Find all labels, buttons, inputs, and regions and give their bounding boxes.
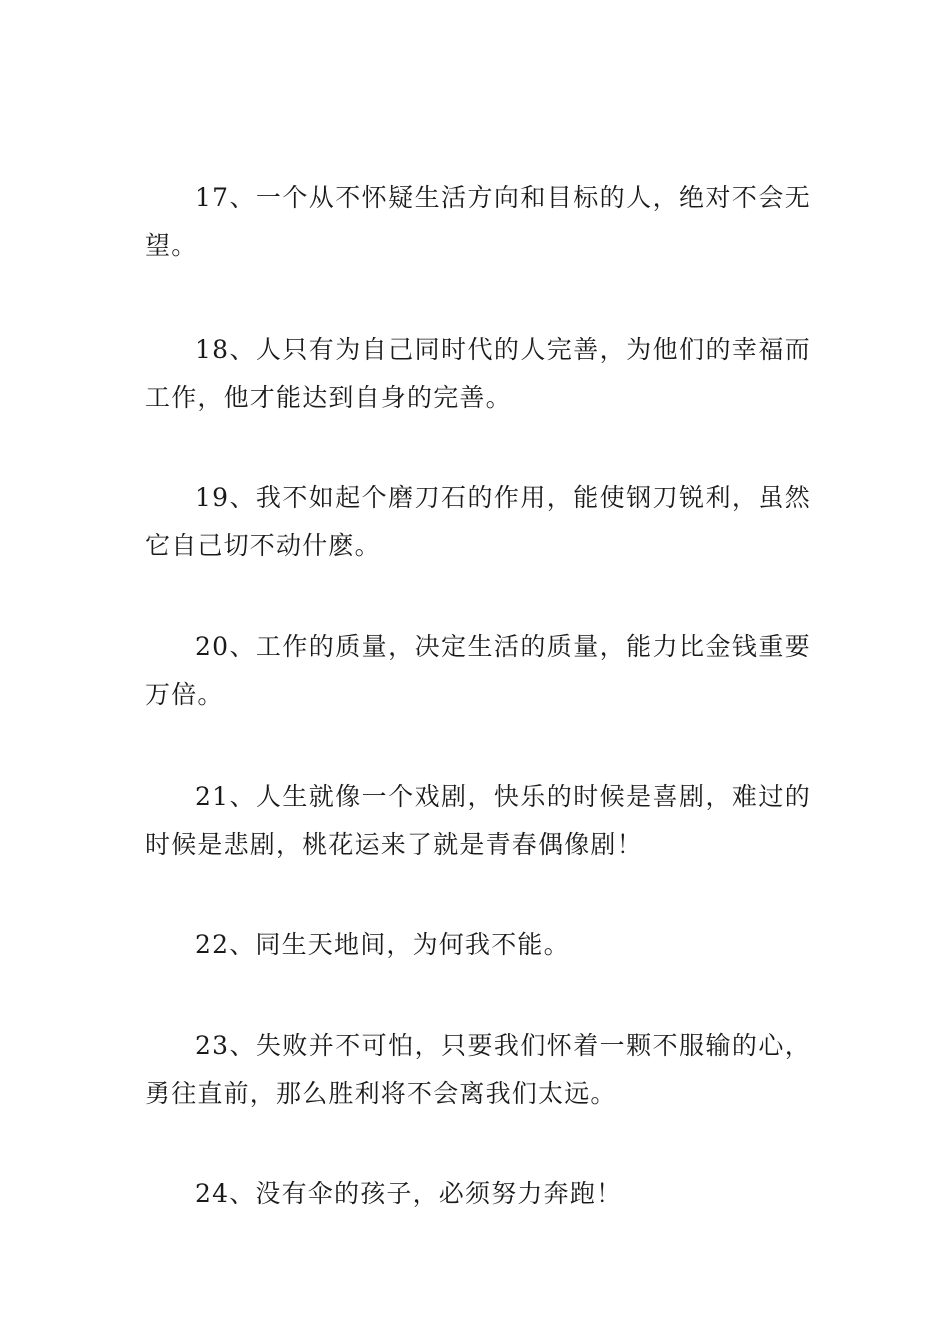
quote-23: 23、失败并不可怕，只要我们怀着一颗不服输的心，勇往直前，那么胜利将不会离我们太远。 [145,1031,811,1108]
quote-20: 20、工作的质量，决定生活的质量，能力比金钱重要万倍。 [145,632,811,709]
quote-17: 17、一个从不怀疑生活方向和目标的人，绝对不会无望。 [145,183,811,260]
quote-24: 24、没有伞的孩子，必须努力奔跑！ [195,1179,623,1208]
quote-22: 22、同生天地间，为何我不能。 [195,930,570,959]
quote-21: 21、人生就像一个戏剧，快乐的时候是喜剧，难过的时候是悲剧，桃花运来了就是青春偶像剧！ [145,782,811,859]
quote-19: 19、我不如起个磨刀石的作用，能使钢刀锐利，虽然它自己切不动什麽。 [145,483,811,560]
quote-18: 18、人只有为自己同时代的人完善，为他们的幸福而工作，他才能达到自身的完善。 [145,335,811,412]
